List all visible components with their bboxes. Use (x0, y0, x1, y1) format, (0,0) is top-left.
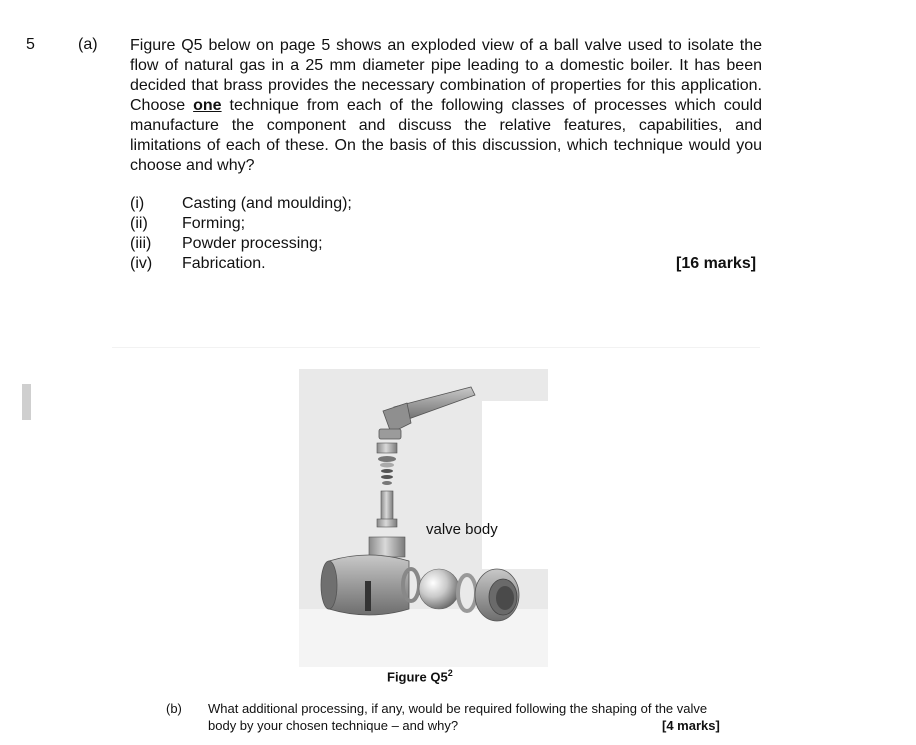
part-b-marks: [4 marks] (662, 718, 720, 733)
part-b-label: (b) (166, 701, 182, 716)
part-a-marks: [16 marks] (676, 255, 757, 272)
ball-valve-figure (299, 369, 548, 667)
part-a-question-text (130, 36, 762, 176)
list-item-text: Fabrication. (182, 255, 266, 272)
list-item-text: Casting (and moulding); (182, 195, 352, 212)
figure-label-valve-body: valve body (426, 521, 498, 538)
list-item (130, 194, 352, 214)
process-class-list (130, 194, 352, 274)
figure-caption-superscript: 2 (447, 668, 453, 678)
list-item (130, 254, 352, 274)
figure-caption-text: Figure Q5 (387, 669, 448, 685)
figure-caption (387, 668, 453, 684)
list-item (130, 234, 352, 254)
list-item-number: (ii) (130, 215, 148, 232)
part-a-label: (a) (78, 36, 98, 53)
part-a-text-end: technique from each of the following classes of processes which could manufacture the component and discuss the relative features, capabilities, and limitations of each of these. On the basis of this discussion, which technique would you choose and why? (130, 97, 762, 174)
list-item-text: Powder processing; (182, 235, 323, 252)
list-item-number: (i) (130, 195, 145, 212)
part-b-question-text: What additional processing, if any, would be required following the shaping of the valve body by your chosen technique – and why? (208, 701, 708, 733)
part-a-text-start: Figure Q5 below on page 5 shows an exploded view of a ball valve used to isolate the flow of natural gas in a 25 mm diameter pipe leading to a domestic boiler. It has been decided that brass provides the necessary combination of properties for this application. Choose (130, 37, 762, 114)
list-item-number: (iv) (130, 255, 153, 272)
part-a-emphasis: one (193, 97, 222, 114)
list-item-text: Forming; (182, 215, 246, 232)
margin-mark (22, 384, 31, 420)
list-item-number: (iii) (130, 235, 152, 252)
divider (112, 347, 760, 348)
ball-valve-illustration (299, 369, 548, 667)
list-item (130, 214, 352, 234)
question-number: 5 (26, 36, 35, 53)
